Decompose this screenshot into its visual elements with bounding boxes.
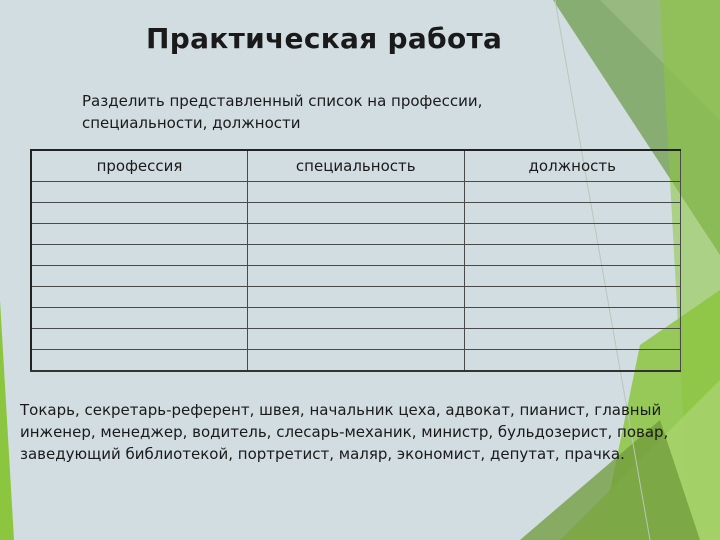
table-cell [248, 182, 465, 203]
table-cell [31, 224, 248, 245]
table-cell [248, 329, 465, 350]
header-profession: профессия [31, 150, 248, 182]
header-specialty: специальность [248, 150, 465, 182]
occupations-word-list: Токарь, секретарь-референт, швея, начальник цеха, адвокат, пианист, главный инженер, менеджер, водитель, слесарь-механик, министр, бульдозерист, повар, заведующий библиотекой, портретист, маляр, экономист, депутат, прачка. [20, 401, 669, 463]
table-cell [31, 329, 248, 350]
table-cell [31, 203, 248, 224]
classification-table [30, 149, 681, 372]
table-cell [248, 287, 465, 308]
table-row [31, 182, 681, 203]
table-cell [464, 350, 681, 372]
table-cell [464, 329, 681, 350]
table-cell [31, 266, 248, 287]
slide-title: Практическая работа [146, 22, 503, 55]
table-row [31, 203, 681, 224]
table-cell [464, 182, 681, 203]
table-cell [248, 308, 465, 329]
left-edge-green-sliver [0, 300, 14, 540]
table-cell [464, 266, 681, 287]
table-cell [464, 308, 681, 329]
table-cell [31, 308, 248, 329]
table-cell [464, 245, 681, 266]
table-row [31, 308, 681, 329]
table-cell [248, 245, 465, 266]
table-cell [31, 182, 248, 203]
table-cell [31, 245, 248, 266]
table-cell [248, 350, 465, 372]
table-row [31, 224, 681, 245]
table-cell [248, 266, 465, 287]
header-position: должность [464, 150, 681, 182]
table-row [31, 266, 681, 287]
table-cell [248, 224, 465, 245]
table-cell [464, 203, 681, 224]
table-cell [31, 350, 248, 372]
instruction-text: Разделить представленный список на профессии, специальности, должности [82, 92, 483, 132]
table-header-row [31, 150, 681, 182]
table-cell [464, 224, 681, 245]
table-row [31, 245, 681, 266]
table-row [31, 350, 681, 372]
table-row [31, 329, 681, 350]
table-cell [464, 287, 681, 308]
table-cell [31, 287, 248, 308]
table-row [31, 287, 681, 308]
table-cell [248, 203, 465, 224]
